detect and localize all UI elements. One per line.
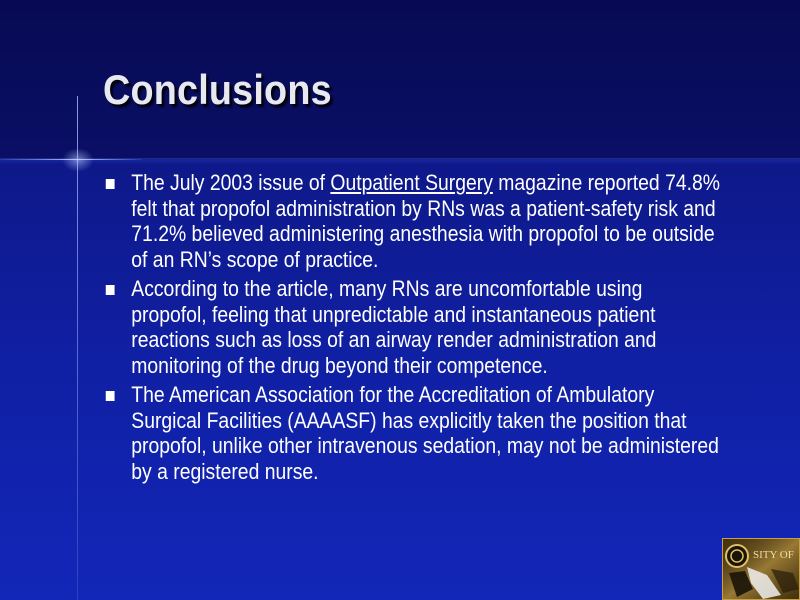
bullet-item-rn-discomfort	[104, 276, 720, 378]
square-bullet-icon	[106, 285, 115, 295]
bullet-text-after: magazine reported 74.8% felt that propofol administration by RNs was a patient-safety risk and 71.2% believed administering anesthesia with propofol to be outside of an RN’s scope of practice.	[131, 170, 720, 272]
bullet-item-aaaasf-position	[104, 382, 720, 484]
square-bullet-icon	[106, 179, 115, 189]
university-logo	[722, 538, 800, 600]
bullet-list	[104, 170, 720, 488]
slide-title: Conclusions	[103, 66, 332, 113]
logo-text: SITY OF	[753, 549, 794, 561]
decorative-cross-glow	[62, 148, 94, 172]
bullet-item-outpatient-survey	[104, 170, 720, 272]
bullet-text: The American Association for the Accreditation of Ambulatory Surgical Facilities (AAAASF) has explicitly taken the position that propofol, unlike other intravenous sedation, may not be administered by a registered nurse.	[131, 382, 719, 484]
bullet-text: According to the article, many RNs are uncomfortable using propofol, feeling that unpredictable and instantaneous patient reactions such as loss of an airway render administration and monitoring of the drug beyond their competence.	[131, 276, 657, 378]
magazine-title-link[interactable]: Outpatient Surgery	[330, 170, 493, 195]
university-seal-icon	[723, 539, 800, 600]
bullet-text-before: The July 2003 issue of	[131, 170, 331, 195]
square-bullet-icon	[106, 391, 115, 401]
